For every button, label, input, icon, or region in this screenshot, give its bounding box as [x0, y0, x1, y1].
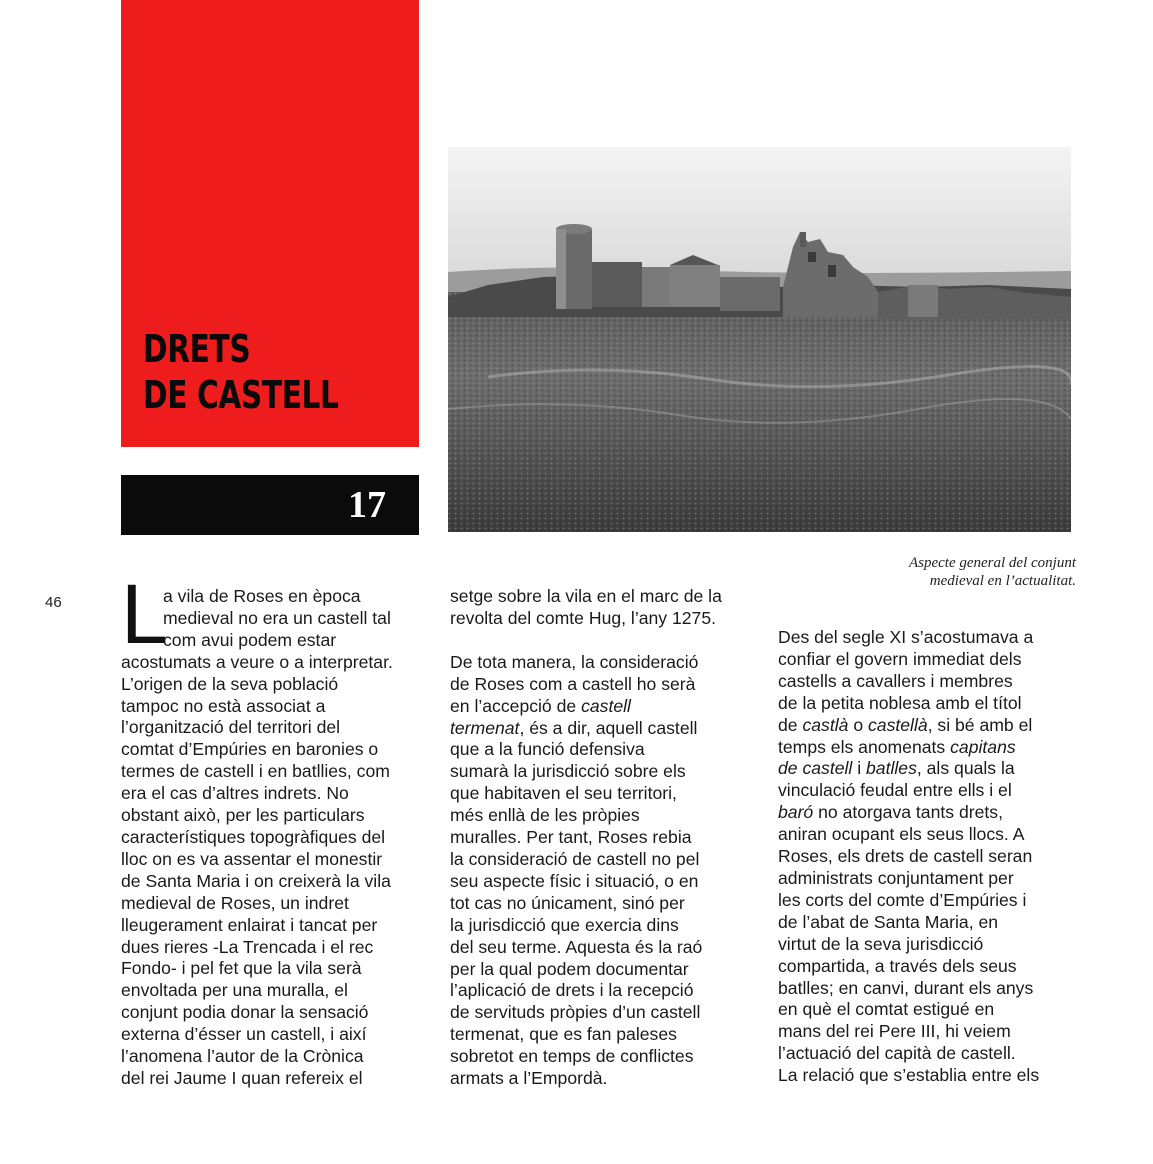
italic-term: baró — [778, 802, 814, 823]
text-fragment: no atorgava tants drets, — [813, 802, 1003, 823]
text-line: com avui podem estar — [163, 629, 337, 650]
text-line: tampoc no està associat a — [121, 695, 326, 716]
text-line: Roses, els drets de castell seran — [778, 846, 1033, 867]
text-line: era el cas d’altres indrets. No — [121, 783, 349, 804]
paragraph — [450, 652, 755, 1090]
text-line — [778, 737, 1078, 759]
text-line: en què el comtat estigué en — [778, 999, 995, 1020]
text-line: les corts del comte d’Empúries i — [778, 889, 1027, 910]
text-line: Fondo- i pel fet que la vila serà — [121, 958, 362, 979]
text-line: compartida, a través dels seus — [778, 955, 1017, 976]
text-fragment: o — [848, 714, 868, 735]
text-line: l’aplicació de drets i la recepció — [450, 980, 694, 1001]
paragraph — [450, 586, 755, 630]
text-line — [450, 718, 755, 740]
text-line: lleugerament enlairat i tancat per — [121, 914, 378, 935]
text-line: batlles; en canvi, durant els anys — [778, 977, 1034, 998]
text-line: comtat d’Empúries en baronies o — [121, 739, 379, 760]
dropcap-letter: L — [121, 567, 168, 661]
caption-line1: Aspecte general del conjunt — [908, 555, 1076, 571]
text-line: vinculació feudal entre ells i el — [778, 780, 1012, 801]
text-line: la jurisdicció que exercia dins — [450, 914, 679, 935]
text-line: termes de castell i en batllies, com — [121, 761, 390, 782]
caption-line2: medieval en l’actualitat. — [929, 573, 1076, 589]
text-line: conjunt podia donar la sensació — [121, 1002, 369, 1023]
text-line: de Roses com a castell ho serà — [450, 673, 696, 694]
castle-ruins-photo — [448, 147, 1071, 532]
text-line: per la qual podem documentar — [450, 958, 689, 979]
text-fragment: , als quals la — [916, 758, 1015, 779]
text-line: L’origen de la seva població — [121, 673, 339, 694]
text-line: seu aspecte físic i situació, o en — [450, 870, 699, 891]
paragraph-rest — [450, 739, 755, 1090]
text-line: tot cas no únicament, sinó per — [450, 892, 685, 913]
text-line: a vila de Roses en època — [163, 586, 361, 606]
text-fragment: temps els anomenats — [778, 736, 951, 757]
italic-term: castellà — [868, 714, 928, 735]
text-fragment: en l’accepció de — [450, 695, 582, 716]
text-line: lloc on es va assentar el monestir — [121, 848, 383, 869]
chapter-number: 17 — [348, 484, 386, 526]
italic-term: capitans — [950, 736, 1016, 757]
text-line: de servituds pròpies d’un castell — [450, 1002, 701, 1023]
text-line — [778, 802, 1078, 824]
text-line: revolta del comte Hug, l’any 1275. — [450, 607, 717, 628]
text-line: Des del segle XI s’acostumava a — [778, 627, 1034, 647]
text-line: setge sobre la vila en el marc de la — [450, 586, 722, 606]
text-line — [778, 715, 1078, 737]
photo-drawing — [448, 147, 1071, 532]
text-line: que a la funció defensiva — [450, 739, 645, 760]
title-block — [121, 0, 419, 447]
text-line: de Santa Maria i on creixerà la vila — [121, 870, 391, 891]
text-column-1 — [121, 586, 426, 1090]
italic-term: castlà — [802, 714, 849, 735]
text-fragment: , si bé amb el — [927, 714, 1033, 735]
text-line: l’anomena l’autor de la Crònica — [121, 1046, 364, 1067]
italic-term: de castell — [778, 758, 853, 779]
text-line — [450, 696, 755, 718]
text-line: acostumats a veure o a interpretar. — [121, 651, 393, 672]
text-line: l’actuació del capità de castell. — [778, 1043, 1016, 1064]
chapter-number-bar — [121, 475, 419, 535]
chapter-title-line1: DRETS — [143, 327, 251, 371]
text-line: mans del rei Pere III, hi veiem — [778, 1021, 1011, 1042]
text-line: l’organització del territori del — [121, 717, 341, 738]
text-line: dues rieres -La Trencada i el rec — [121, 936, 374, 957]
italic-term: castell — [581, 695, 631, 716]
text-line: confiar el govern immediat dels — [778, 648, 1022, 669]
text-line: medieval de Roses, un indret — [121, 892, 349, 913]
italic-term: batlles — [866, 758, 917, 779]
text-line: administrats conjuntament per — [778, 867, 1014, 888]
text-line: més enllà de les pròpies — [450, 805, 640, 826]
page-number: 46 — [45, 594, 62, 611]
text-line: aniran ocupant els seus llocs. A — [778, 824, 1025, 845]
paragraph-rest — [778, 824, 1078, 1087]
text-line: de la petita noblesa amb el títol — [778, 692, 1022, 713]
text-line: muralles. Per tant, Roses rebia — [450, 827, 692, 848]
text-fragment: , és a dir, aquell castell — [519, 717, 698, 738]
italic-term: termenat — [450, 717, 520, 738]
text-line: La relació que s’establia entre els — [778, 1065, 1040, 1086]
text-column-3 — [778, 627, 1078, 1087]
chapter-title-line2: DE CASTELL — [143, 373, 339, 417]
chapter-title — [143, 326, 339, 418]
text-line: del rei Jaume I quan refereix el — [121, 1067, 363, 1088]
text-line: obstant això, per les particulars — [121, 805, 365, 826]
text-line: envoltada per una muralla, el — [121, 980, 348, 1001]
text-line: medieval no era un castell tal — [163, 607, 391, 628]
text-line: sobretot en temps de conflictes — [450, 1046, 694, 1067]
text-fragment: i — [852, 758, 867, 779]
text-column-2 — [450, 586, 755, 1090]
text-line: termenat, que es fan paleses — [450, 1024, 677, 1045]
text-line: De tota manera, la consideració — [450, 651, 699, 672]
text-line: de l’abat de Santa Maria, en — [778, 911, 999, 932]
text-line: castells a cavallers i membres — [778, 670, 1013, 691]
photo-caption — [776, 554, 1076, 590]
paragraph-gap — [450, 630, 755, 652]
text-line: externa d’ésser un castell, i així — [121, 1024, 367, 1045]
text-line: que habitaven el seu territori, — [450, 783, 677, 804]
text-line — [778, 758, 1078, 780]
text-fragment: de — [778, 714, 803, 735]
text-line: del seu terme. Aquesta és la raó — [450, 936, 703, 957]
text-line: armats a l’Empordà. — [450, 1068, 608, 1089]
text-line: virtut de la seva jurisdicció — [778, 933, 984, 954]
text-line: característiques topogràfiques del — [121, 826, 386, 847]
text-line: la consideració de castell no pel — [450, 848, 700, 869]
text-line: sumarà la jurisdicció sobre els — [450, 761, 686, 782]
